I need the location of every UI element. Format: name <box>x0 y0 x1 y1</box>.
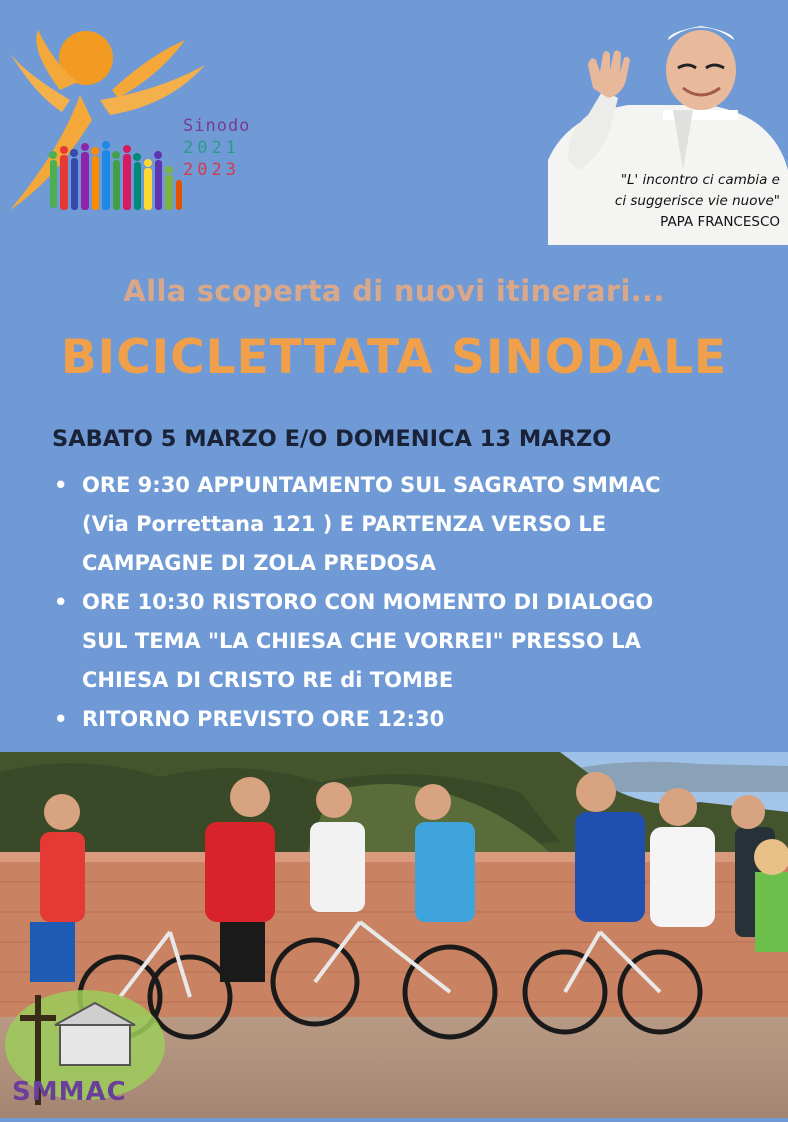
program-item-line: SUL TEMA "LA CHIESA CHE VORREI" PRESSO LA <box>82 629 641 653</box>
program-item <box>52 466 752 583</box>
program-list <box>52 466 752 739</box>
program-item-line: CHIESA DI CRISTO RE di TOMBE <box>82 668 454 692</box>
program-item <box>52 583 752 700</box>
parish-logo <box>0 985 170 1118</box>
synod-logo <box>0 10 285 220</box>
page-title: BICICLETTATA SINODALE <box>60 330 728 385</box>
event-dates: SABATO 5 MARZO E/O DOMENICA 13 MARZO <box>52 426 612 452</box>
program-item-line: • ORE 9:30 APPUNTAMENTO SUL SAGRATO SMMAC <box>82 473 661 497</box>
pope-photo-block <box>548 10 788 245</box>
program-item <box>52 700 752 739</box>
synod-wordmark <box>183 115 250 181</box>
program-item-line: CAMPAGNE DI ZOLA PREDOSA <box>82 551 436 575</box>
program-item-line: (Via Porrettana 121 ) E PARTENZA VERSO LE <box>82 512 607 536</box>
synod-word: Sinodo <box>183 116 251 136</box>
synod-year-start: 2021 <box>183 138 240 158</box>
pope-quote <box>548 170 780 233</box>
synod-year-end: 2023 <box>183 160 240 180</box>
subtitle: Alla scoperta di nuovi itinerari... <box>123 274 665 308</box>
quote-line-2: ci suggerisce vie nuove" <box>614 193 780 209</box>
program-item-line: • ORE 10:30 RISTORO CON MOMENTO DI DIALOGO <box>82 590 654 614</box>
parish-logo-text: SMMAC <box>12 1077 127 1107</box>
program-item-line: • RITORNO PREVISTO ORE 12:30 <box>82 707 445 731</box>
quote-author: PAPA FRANCESCO <box>660 214 780 230</box>
quote-line-1: "L' incontro ci cambia e <box>620 172 780 188</box>
